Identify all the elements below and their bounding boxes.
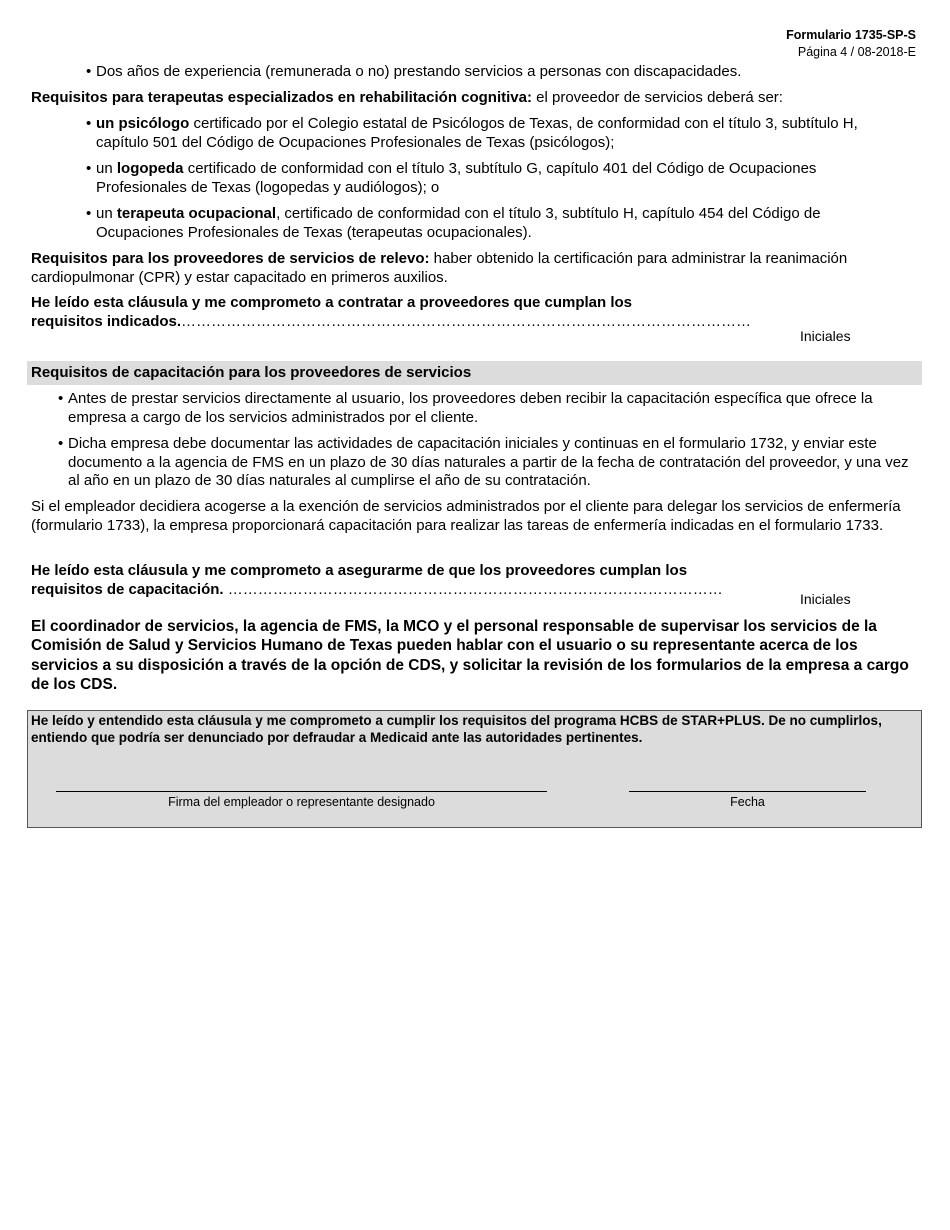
coordinator-statement: El coordinador de servicios, la agencia de FMS, la MCO y el personal responsable de supervisar los servicios de la Comisión de Salud y Servicios Humano de Texas pueden hablar con el usuario o su representante acerca de los servicios a su disposición a través de la opción de CDS, y solicitar la revisión de los formularios de la empresa a cargo de los CDS. (31, 618, 909, 693)
ack2-initials-label: Iniciales (800, 591, 851, 607)
bullet-icon: • (86, 205, 92, 222)
signature-line[interactable] (56, 791, 547, 792)
ack1-initials-label: Iniciales (800, 328, 851, 344)
respite-requirements: Requisitos para los proveedores de servicios de relevo: haber obtenido la certificación para administrar la reanimación cardiopulmonar (CPR) y estar capacitado en primeros auxilios. (31, 250, 848, 286)
training-bullet: • Antes de prestar servicios directamente al usuario, los proveedores deben recibir la capacitación específica que ofrece la empresa a cargo de los servicios administrados por el cliente. (58, 390, 873, 426)
date-label: Fecha (730, 795, 765, 809)
signature-box (27, 710, 922, 828)
training-bullet: • Dicha empresa debe documentar las actividades de capacitación iniciales y continuas en el formulario 1732, y enviar este documento a la agencia de FMS en un plazo de 30 días naturales a partir de la fecha de contratación del proveedor, y una vez al año en un plazo de 30 días naturales al cumplirse el año de su contratación. (58, 435, 909, 489)
nursing-exemption-paragraph: Si el empleador decidiera acogerse a la exención de servicios administrados por el cliente para delegar los servicios de enfermería (formulario 1733), la empresa proporcionará capacitación para realizar las tareas de enfermería indicadas en el formulario 1733. (31, 498, 901, 534)
form-id: Formulario 1735-SP-S (786, 28, 916, 42)
bullet-icon: • (58, 435, 64, 452)
cognitive-item: • un psicólogo certificado por el Colegio estatal de Psicólogos de Texas, de conformidad con el título 3, subtítulo H, capítulo 501 del Código de Ocupaciones Profesionales de Texas (psicólogos); (86, 115, 858, 151)
cognitive-item: • un terapeuta ocupacional, certificado de conformidad con el título 3, subtítulo H, capítulo 454 del Código de Ocupaciones Profesionales de Texas (terapeutas ocupacionales). (86, 205, 821, 241)
page-info: Página 4 / 08-2018-E (797, 45, 916, 59)
experience-bullet: • Dos años de experiencia (remunerada o no) prestando servicios a personas con discapacidades. (86, 63, 742, 80)
page-header (786, 27, 916, 61)
training-section-title: Requisitos de capacitación para los proveedores de servicios (27, 361, 922, 385)
bullet-icon: • (58, 390, 64, 407)
signature-label: Firma del empleador o representante designado (168, 795, 435, 809)
ack2-statement: He leído esta cláusula y me comprometo a asegurarme de que los proveedores cumplan los requisitos de capacitación. ……………………………………………………………………………………… (31, 562, 723, 598)
cognitive-heading: Requisitos para terapeutas especializados en rehabilitación cognitiva: el proveedor de servicios deberá ser: (31, 89, 783, 106)
date-line[interactable] (629, 791, 866, 792)
bullet-icon: • (86, 63, 92, 80)
ack1-statement: He leído esta cláusula y me comprometo a contratar a proveedores que cumplan los requisitos indicados.…………………………………………………………………………………………………… (31, 294, 752, 330)
bullet-icon: • (86, 160, 92, 177)
compliance-statement: He leído y entendido esta cláusula y me comprometo a cumplir los requisitos del programa HCBS de STAR+PLUS. De no cumplirlos, entiendo que podría ser denunciado por defraudar a Medicaid ante las autoridades pertinentes. (31, 713, 882, 745)
cognitive-item: • un logopeda certificado de conformidad con el título 3, subtítulo G, capítulo 401 del Código de Ocupaciones Profesionales de Texas (logopedas y audiólogos); o (86, 160, 817, 196)
bullet-icon: • (86, 115, 92, 132)
